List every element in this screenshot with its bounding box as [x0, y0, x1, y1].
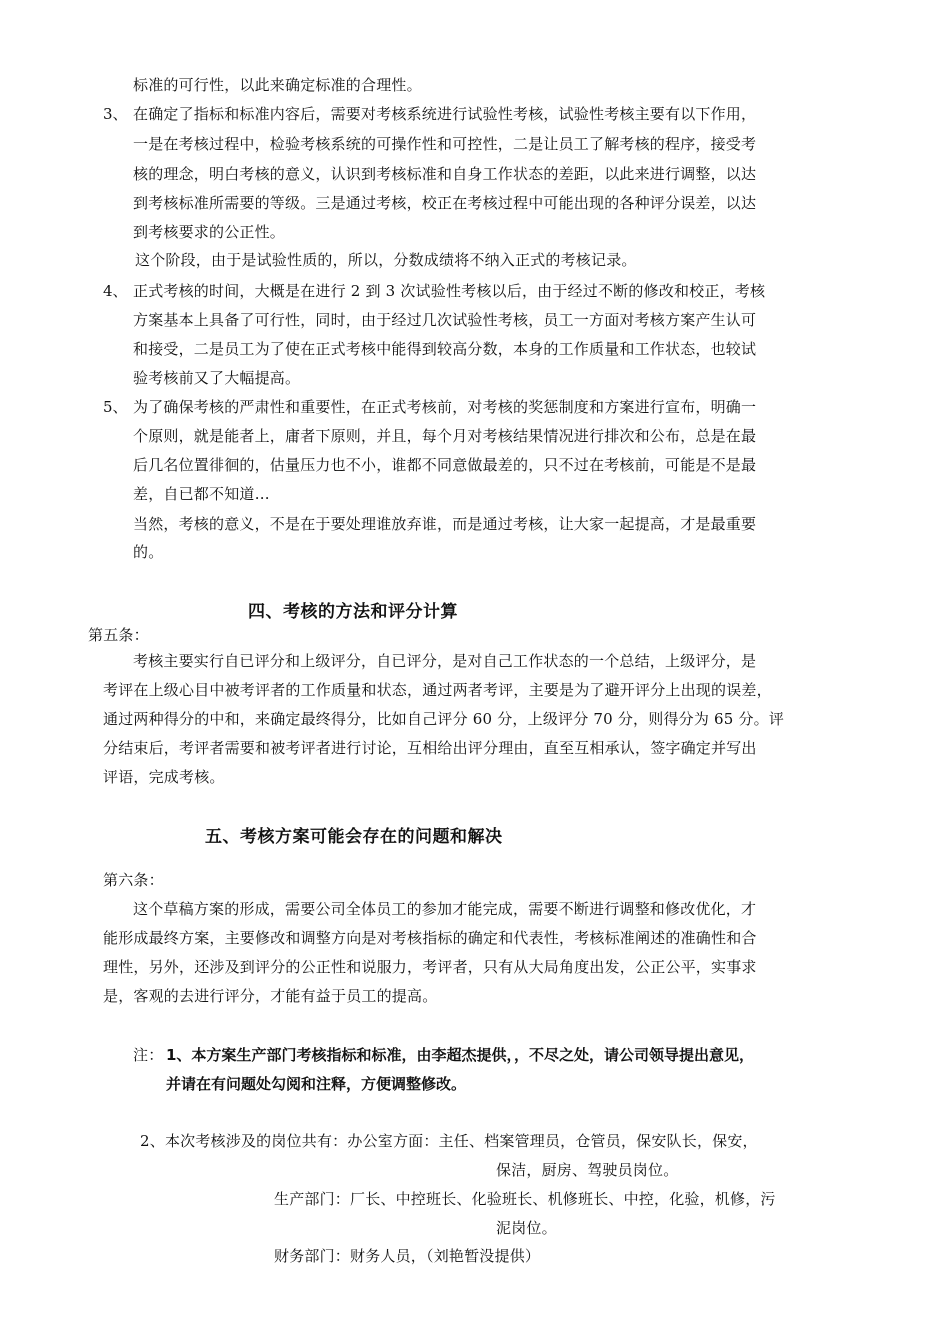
paragraph-line: 后几名位置徘徊的，估量压力也不小，谁都不同意做最差的，只不过在考核前，可能是不是最: [133, 456, 757, 474]
list-number: 3、: [103, 105, 128, 123]
note-line: 并请在有问题处勾阅和注释，方便调整修改。: [166, 1075, 467, 1093]
clause-label: 第六条：: [103, 871, 164, 889]
clause-label: 第五条：: [88, 626, 149, 644]
paragraph-line: 核的理念，明白考核的意义，认识到考核标准和自身工作状态的差距，以此来进行调整，以达: [133, 165, 757, 183]
paragraph-line: 是，客观的去进行评分，才能有益于员工的提高。: [103, 987, 438, 1005]
paragraph-line: 为了确保考核的严肃性和重要性，在正式考核前，对考核的奖惩制度和方案进行宣布，明确一: [133, 398, 757, 416]
paragraph-line: 评语，完成考核。: [103, 768, 225, 786]
list-number: 4、: [103, 282, 128, 300]
paragraph-line: 标准的可行性，以此来确定标准的合理性。: [133, 76, 422, 94]
note-line: 1、本方案生产部门考核指标和标准，由李超杰提供，，不尽之处，请公司领导提出意见，: [166, 1046, 754, 1064]
paragraph-line: 个原则，就是能者上，庸者下原则，并且，每个月对考核结果情况进行排次和公布，总是在最: [133, 427, 757, 445]
paragraph-line: 和接受，二是员工为了使在正式考核中能得到较高分数，本身的工作质量和工作状态，也较试: [133, 340, 757, 358]
paragraph-line: 通过两种得分的中和，来确定最终得分，比如自己评分 60 分，上级评分 70 分，则得分为 65 分。评: [103, 710, 785, 728]
section-heading: 四、考核的方法和评分计算: [248, 602, 458, 622]
paragraph-line: 这个草稿方案的形成，需要公司全体员工的参加才能完成，需要不断进行调整和修改优化，才: [133, 900, 757, 918]
note-line: 财务部门：财务人员，（刘艳暂没提供）: [274, 1247, 541, 1265]
paragraph-line: 差，自已都不知道…: [133, 485, 270, 503]
paragraph-line: 能形成最终方案，主要修改和调整方向是对考核指标的确定和代表性，考核标准阐述的准确性和合: [103, 929, 757, 947]
paragraph-line: 在确定了指标和标准内容后，需要对考核系统进行试验性考核，试验性考核主要有以下作用，: [133, 105, 757, 123]
paragraph-line: 理性，另外，还涉及到评分的公正性和说服力，考评者，只有从大局角度出发，公正公平，实事求: [103, 958, 757, 976]
list-number: 5、: [103, 398, 128, 416]
section-heading: 五、考核方案可能会存在的问题和解决: [205, 827, 503, 847]
paragraph-line: 到考核要求的公正性。: [133, 223, 286, 241]
paragraph-line: 验考核前又了大幅提高。: [133, 369, 301, 387]
note-line: 泥岗位。: [496, 1219, 557, 1237]
paragraph-line: 考核主要实行自已评分和上级评分，自已评分，是对自己工作状态的一个总结，上级评分，是: [133, 652, 757, 670]
paragraph-line: 正式考核的时间，大概是在进行 2 到 3 次试验性考核以后，由于经过不断的修改和校正，考核: [133, 282, 766, 300]
paragraph-line: 方案基本上具备了可行性，同时，由于经过几次试验性考核，员工一方面对考核方案产生认可: [133, 311, 757, 329]
paragraph-line: 分结束后，考评者需要和被考评者进行讨论，互相给出评分理由，直至互相承认，签字确定并写出: [103, 739, 757, 757]
note-line: 2、本次考核涉及的岗位共有：办公室方面：主任、档案管理员，仓管员，保安队长，保安，: [140, 1132, 758, 1150]
paragraph-line: 到考核标准所需要的等级。三是通过考核，校正在考核过程中可能出现的各种评分误差，以达: [133, 194, 757, 212]
paragraph-line: 一是在考核过程中，检验考核系统的可操作性和可控性，二是让员工了解考核的程序，接受考: [133, 135, 757, 153]
paragraph-line: 当然，考核的意义，不是在于要处理谁放弃谁，而是通过考核，让大家一起提高，才是最重要: [133, 515, 757, 533]
paragraph-line: 的。: [133, 543, 164, 561]
paragraph-line: 这个阶段，由于是试验性质的，所以，分数成绩将不纳入正式的考核记录。: [135, 251, 637, 269]
note-line: 生产部门：厂长、中控班长、化验班长、机修班长、中控，化验，机修，污: [274, 1190, 776, 1208]
paragraph-line: 考评在上级心目中被考评者的工作质量和状态，通过两者考评，主要是为了避开评分上出现的误差，: [103, 681, 772, 699]
note-prefix: 注：: [133, 1046, 164, 1064]
note-line: 保洁，厨房、驾驶员岗位。: [496, 1161, 679, 1179]
